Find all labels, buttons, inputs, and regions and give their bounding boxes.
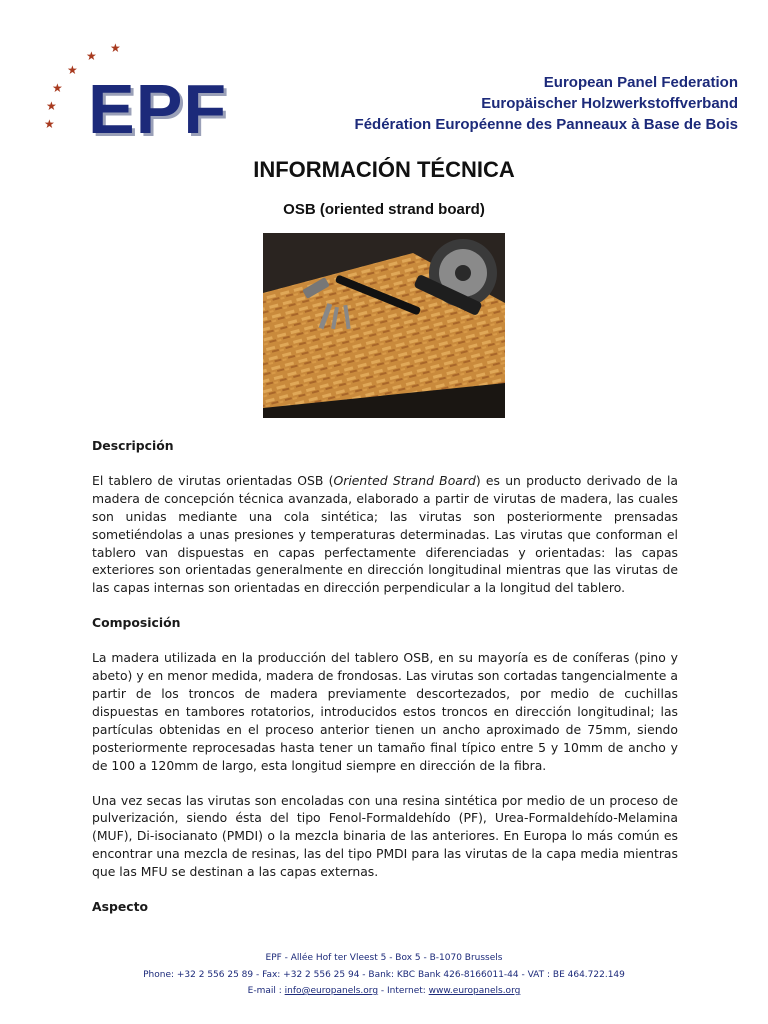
document-body	[92, 437, 678, 933]
org-name-french: Fédération Européenne des Panneaux à Base de Bois	[354, 116, 738, 133]
star-icon: ★	[46, 99, 57, 113]
footer-contact: Phone: +32 2 556 25 89 - Fax: +32 2 556 25 94 - Bank: KBC Bank 426-8166011-44 - VAT : BE 464.722.149	[143, 969, 625, 980]
document-subtitle: OSB (oriented strand board)	[283, 201, 485, 218]
org-name-german: Europäischer Holzwerkstoffverband	[481, 95, 738, 112]
descripcion-text-start: El tablero de virutas orientadas OSB (	[92, 472, 334, 488]
epf-logo	[40, 40, 230, 148]
section-heading-aspecto: Aspecto	[92, 899, 149, 915]
website-link[interactable]: www.europanels.org	[428, 986, 521, 996]
composicion-paragraph-2: Una vez secas las virutas son encoladas con una resina sintética por medio de un proceso de pulverización, siendo ésta del tipo Fenol-Formaldehído (PF), Urea-Formaldehído-Melamina (MUF), Di-isocianato (PMDI) o la mezcla binaria de las anteriores. En Europa lo más común es encontrar una mezcla de resinas, las del tipo PMDI para las virutas de la capa media mientras que las MFU se destinan a las capas externas.	[92, 792, 678, 880]
descripcion-italic-term: Oriented Strand Board	[333, 472, 476, 488]
email-link[interactable]: info@europanels.org	[284, 986, 379, 996]
section-heading-composicion: Composición	[92, 615, 181, 631]
organization-names	[355, 72, 738, 135]
footer	[0, 950, 768, 1000]
footer-links	[0, 983, 768, 1000]
star-icon: ★	[86, 49, 97, 63]
star-icon: ★	[110, 41, 121, 55]
logo-text: EPF	[88, 70, 228, 148]
composicion-paragraph-1: La madera utilizada en la producción del tablero OSB, en su mayoría es de coníferas (pino y abeto) y en menor medida, madera de frondosas. Las virutas son cortadas tangencialmente a partir de los troncos de madera previamente descortezados, por medio de cuchillas dispuestas en tambores rotatorios, introducidos estos troncos en dirección longitudinal; las partículas obtenidas en el proceso anterior tienen un ancho aproximado de 75mm, siendo posteriormente reprocesadas hasta tener un tamaño final típico entre 5 y 10mm de ancho y de 100 a 120mm de largo, esta longitud siempre en dirección de la fibra.	[92, 650, 678, 773]
osb-board-illustration	[263, 233, 505, 418]
org-name-english: European Panel Federation	[543, 74, 738, 91]
descripcion-text-end: ) es un producto derivado de la madera de concepción técnica avanzada, elaborado a partir de virutas de madera, las cuales son unidas mediante una cola sintética; las virutas son posteriormente prensadas sometiéndolas a unas presiones y temperaturas determinadas. Las virutas que conforman el tablero van dispuestas en capas perfectamente diferenciadas y orientadas: las capas exteriores son orientadas generalmente en dirección longitudinal mientras que las virutas de las capas internas son orientadas en dirección perpendicular a la longitud del tablero.	[92, 472, 678, 596]
internet-label: - Internet:	[378, 986, 429, 996]
osb-photo	[263, 233, 505, 418]
document-title: INFORMACIÓN TÉCNICA	[253, 157, 515, 182]
section-heading-descripcion: Descripción	[92, 438, 174, 453]
descripcion-paragraph	[92, 472, 678, 597]
star-icon: ★	[44, 117, 55, 131]
footer-address: EPF - Allée Hof ter Vleest 5 - Box 5 - B-1070 Brussels	[265, 953, 503, 963]
letterhead	[0, 0, 768, 150]
email-label: E-mail :	[247, 986, 285, 996]
star-icon: ★	[67, 63, 78, 77]
star-icon: ★	[52, 81, 63, 95]
